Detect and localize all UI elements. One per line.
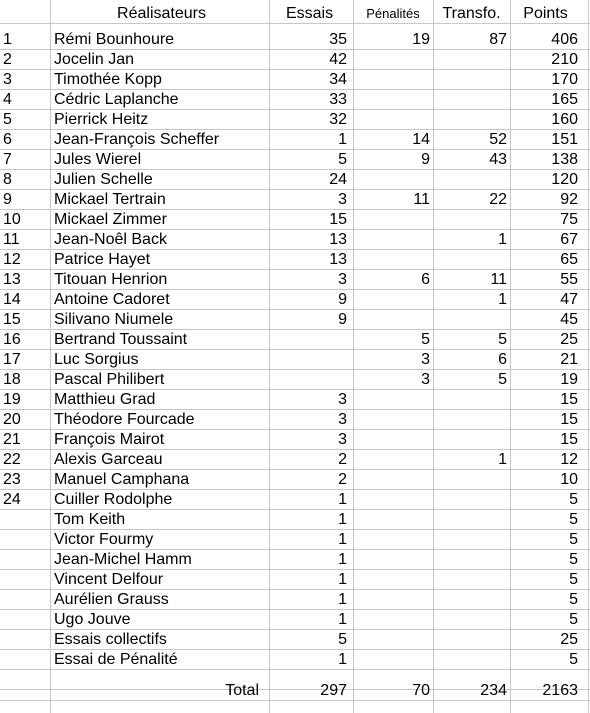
scorer-name: François Mairot	[54, 431, 165, 448]
header-points: Points	[523, 5, 568, 22]
conversions-cell	[433, 430, 510, 449]
conversions-cell: 52	[489, 131, 507, 148]
points-cell: 5	[569, 611, 578, 628]
conversions-cell	[433, 70, 510, 89]
table-row	[0, 530, 590, 550]
penalties-cell	[353, 50, 433, 69]
table-row	[0, 310, 590, 330]
table-row	[0, 550, 590, 570]
points-cell: 67	[560, 231, 578, 248]
tries-cell: 3	[338, 411, 347, 428]
scorer-name: Jocelin Jan	[54, 51, 135, 68]
rank-cell: 22	[3, 451, 21, 468]
penalties-cell: 19	[412, 31, 430, 48]
rank-cell	[3, 630, 47, 649]
penalties-cell: 6	[421, 271, 430, 288]
tries-cell: 13	[329, 251, 347, 268]
points-cell: 406	[551, 31, 578, 48]
scorer-name: Antoine Cadoret	[54, 291, 170, 308]
rank-cell	[3, 650, 47, 669]
rank-cell: 14	[3, 291, 21, 308]
penalties-cell	[353, 250, 433, 269]
table-row	[0, 290, 590, 310]
scorer-name: Jean-Noêl Back	[54, 231, 167, 248]
rank-cell: 5	[3, 111, 12, 128]
penalties-cell	[353, 210, 433, 229]
points-cell: 170	[551, 71, 578, 88]
rank-cell: 7	[3, 151, 12, 168]
scorer-name: Tom Keith	[54, 511, 126, 528]
table-row	[0, 570, 590, 590]
scorer-name: Cuiller Rodolphe	[54, 491, 173, 508]
penalties-cell	[353, 90, 433, 109]
conversions-cell: 6	[498, 351, 507, 368]
conversions-cell	[433, 110, 510, 129]
penalties-cell: 9	[421, 151, 430, 168]
points-cell: 12	[560, 451, 578, 468]
total-label: Total	[225, 682, 259, 699]
table-row	[0, 610, 590, 630]
penalties-cell	[353, 110, 433, 129]
table-row	[0, 210, 590, 230]
rank-cell: 12	[3, 251, 21, 268]
conversions-cell	[433, 210, 510, 229]
conversions-cell: 5	[498, 371, 507, 388]
scorer-name: Luc Sorgius	[54, 351, 139, 368]
penalties-cell	[353, 550, 433, 569]
table-row	[0, 190, 590, 210]
header-conversions: Transfo.	[442, 5, 501, 22]
rank-cell: 1	[3, 31, 12, 48]
rank-cell	[3, 510, 47, 529]
scorer-name: Bertrand Toussaint	[54, 331, 188, 348]
rank-cell: 10	[3, 211, 21, 228]
penalties-cell	[353, 170, 433, 189]
conversions-cell	[433, 530, 510, 549]
conversions-cell	[433, 590, 510, 609]
scorer-name: Rémi Bounhoure	[54, 31, 175, 48]
points-cell: 47	[560, 291, 578, 308]
tries-cell: 13	[329, 231, 347, 248]
tries-cell: 24	[329, 171, 347, 188]
penalties-cell	[353, 410, 433, 429]
conversions-cell: 5	[498, 331, 507, 348]
points-cell: 25	[560, 631, 578, 648]
penalties-cell	[353, 70, 433, 89]
rank-cell: 18	[3, 371, 21, 388]
rank-cell: 3	[3, 71, 12, 88]
points-cell: 151	[551, 131, 578, 148]
table-row	[0, 450, 590, 470]
scorer-name: Vincent Delfour	[54, 571, 164, 588]
scorer-name: Alexis Garceau	[54, 451, 163, 468]
points-cell: 5	[569, 551, 578, 568]
scorer-name: Cédric Laplanche	[54, 91, 179, 108]
table-row	[0, 170, 590, 190]
tries-cell: 15	[329, 211, 347, 228]
conversions-cell: 1	[498, 231, 507, 248]
points-cell: 5	[569, 511, 578, 528]
points-cell: 65	[560, 251, 578, 268]
tries-cell: 1	[338, 551, 347, 568]
rank-cell: 17	[3, 351, 21, 368]
scorer-name: Jules Wierel	[54, 151, 142, 168]
points-cell: 5	[569, 531, 578, 548]
rank-cell	[3, 570, 47, 589]
points-cell: 5	[569, 651, 578, 668]
conversions-cell	[433, 610, 510, 629]
penalties-cell	[353, 570, 433, 589]
points-cell: 15	[560, 431, 578, 448]
rank-cell: 13	[3, 271, 21, 288]
table-row	[0, 330, 590, 350]
conversions-cell	[433, 510, 510, 529]
rank-cell: 6	[3, 131, 12, 148]
points-cell: 5	[569, 491, 578, 508]
conversions-cell	[433, 170, 510, 189]
table-row	[0, 110, 590, 130]
penalties-cell	[353, 430, 433, 449]
scorer-name: Mickael Tertrain	[54, 191, 166, 208]
table-row	[0, 50, 590, 70]
penalties-cell	[353, 530, 433, 549]
scorer-name: Matthieu Grad	[54, 391, 156, 408]
table-row	[0, 230, 590, 250]
table-row	[0, 590, 590, 610]
scorer-name: Titouan Henrion	[54, 271, 168, 288]
scorer-name: Mickael Zimmer	[54, 211, 167, 228]
table-row	[0, 350, 590, 370]
scorer-name: Aurélien Grauss	[54, 591, 169, 608]
penalties-cell	[353, 470, 433, 489]
conversions-cell	[433, 490, 510, 509]
penalties-cell	[353, 450, 433, 469]
tries-cell: 1	[338, 511, 347, 528]
scorer-name: Jean-François Scheffer	[54, 131, 220, 148]
tries-cell: 35	[329, 31, 347, 48]
scorer-name: Silivano Niumele	[54, 311, 174, 328]
points-cell: 160	[551, 111, 578, 128]
rank-cell: 19	[3, 391, 21, 408]
total-row	[0, 681, 590, 701]
tries-cell	[269, 330, 350, 349]
points-cell: 5	[569, 571, 578, 588]
rank-cell: 21	[3, 431, 21, 448]
table-row	[0, 250, 590, 270]
points-cell: 120	[551, 171, 578, 188]
scorer-name: Jean-Michel Hamm	[54, 551, 192, 568]
rank-cell: 15	[3, 311, 21, 328]
conversions-cell	[433, 550, 510, 569]
penalties-cell	[353, 590, 433, 609]
conversions-cell	[433, 410, 510, 429]
scorer-name: Pierrick Heitz	[54, 111, 149, 128]
rank-cell	[3, 550, 47, 569]
rank-cell	[3, 590, 47, 609]
tries-cell: 2	[338, 451, 347, 468]
conversions-cell: 87	[489, 31, 507, 48]
scorer-name: Essai de Pénalité	[54, 651, 178, 668]
table-row	[0, 490, 590, 510]
tries-cell: 2	[338, 471, 347, 488]
tries-cell: 1	[338, 611, 347, 628]
penalties-cell	[353, 310, 433, 329]
rank-cell: 24	[3, 491, 21, 508]
tries-cell: 1	[338, 651, 347, 668]
points-cell: 75	[560, 211, 578, 228]
points-cell: 5	[569, 591, 578, 608]
tries-cell: 9	[338, 291, 347, 308]
header-scorers: Réalisateurs	[117, 5, 206, 22]
points-cell: 45	[560, 311, 578, 328]
points-cell: 55	[560, 271, 578, 288]
conversions-cell	[433, 310, 510, 329]
conversions-cell: 11	[490, 271, 507, 288]
conversions-cell	[433, 630, 510, 649]
conversions-cell	[433, 90, 510, 109]
total-points: 2163	[542, 682, 578, 699]
header-rank	[3, 4, 47, 23]
conversions-cell	[433, 390, 510, 409]
rank-cell: 4	[3, 91, 12, 108]
points-cell: 165	[551, 91, 578, 108]
penalties-cell	[353, 390, 433, 409]
penalties-cell: 14	[412, 131, 430, 148]
table-row	[0, 630, 590, 650]
penalties-cell	[353, 490, 433, 509]
tries-cell: 3	[338, 431, 347, 448]
scorer-name: Essais collectifs	[54, 631, 167, 648]
tries-cell: 1	[338, 131, 347, 148]
points-cell: 21	[560, 351, 578, 368]
points-cell: 210	[551, 51, 578, 68]
penalties-cell	[353, 610, 433, 629]
table-row	[0, 370, 590, 390]
penalties-cell: 11	[413, 191, 430, 208]
header-penalties: Pénalités	[366, 6, 420, 21]
penalties-cell	[353, 650, 433, 669]
points-cell: 25	[560, 331, 578, 348]
table-row	[0, 510, 590, 530]
table-row	[0, 30, 590, 50]
conversions-cell	[433, 650, 510, 669]
tries-cell	[269, 370, 350, 389]
table-row	[0, 650, 590, 670]
table-row	[0, 430, 590, 450]
tries-cell: 33	[329, 91, 347, 108]
total-tries: 297	[320, 682, 347, 699]
tries-cell: 3	[338, 391, 347, 408]
table-row	[0, 270, 590, 290]
rank-cell: 20	[3, 411, 21, 428]
tries-cell: 1	[338, 591, 347, 608]
points-cell: 10	[560, 471, 578, 488]
table-row	[0, 70, 590, 90]
rank-cell: 9	[3, 191, 12, 208]
conversions-cell: 22	[489, 191, 507, 208]
table-row	[0, 90, 590, 110]
penalties-cell	[353, 290, 433, 309]
tries-cell	[269, 350, 350, 369]
tries-cell: 1	[338, 491, 347, 508]
rank-cell: 11	[3, 231, 20, 248]
rank-cell: 23	[3, 471, 21, 488]
penalties-cell: 5	[421, 331, 430, 348]
conversions-cell: 43	[489, 151, 507, 168]
conversions-cell	[433, 250, 510, 269]
points-cell: 15	[560, 411, 578, 428]
tries-cell: 1	[338, 531, 347, 548]
penalties-cell	[353, 230, 433, 249]
points-cell: 19	[560, 371, 578, 388]
scorer-name: Patrice Hayet	[54, 251, 151, 268]
scorer-name: Timothée Kopp	[54, 71, 162, 88]
points-cell: 15	[560, 391, 578, 408]
rank-cell	[3, 610, 47, 629]
tries-cell: 1	[338, 571, 347, 588]
conversions-cell	[433, 50, 510, 69]
total-penalties: 70	[412, 682, 430, 699]
table-row	[0, 470, 590, 490]
scorer-name: Ugo Jouve	[54, 611, 131, 628]
points-cell: 138	[551, 151, 578, 168]
table-row	[0, 390, 590, 410]
conversions-cell: 1	[498, 291, 507, 308]
rank-cell: 2	[3, 51, 12, 68]
tries-cell: 5	[338, 631, 347, 648]
penalties-cell	[353, 510, 433, 529]
tries-cell: 32	[329, 111, 347, 128]
tries-cell: 3	[338, 271, 347, 288]
penalties-cell: 3	[421, 351, 430, 368]
rank-cell: 16	[3, 331, 21, 348]
table-row	[0, 150, 590, 170]
table-row	[0, 410, 590, 430]
scorer-name: Théodore Fourcade	[54, 411, 195, 428]
conversions-cell	[433, 470, 510, 489]
tries-cell: 9	[338, 311, 347, 328]
scorer-name: Victor Fourmy	[54, 531, 154, 548]
rank-cell	[3, 530, 47, 549]
rank-cell: 8	[3, 171, 12, 188]
tries-cell: 42	[329, 51, 347, 68]
scorer-name: Pascal Philibert	[54, 371, 165, 388]
header-tries: Essais	[285, 5, 334, 22]
penalties-cell	[353, 630, 433, 649]
header-row	[0, 4, 590, 24]
table-row	[0, 130, 590, 150]
penalties-cell: 3	[421, 371, 430, 388]
tries-cell: 34	[329, 71, 347, 88]
conversions-cell: 1	[498, 451, 507, 468]
scorer-name: Manuel Camphana	[54, 471, 190, 488]
total-conversions: 234	[480, 682, 507, 699]
points-cell: 92	[560, 191, 578, 208]
conversions-cell	[433, 570, 510, 589]
scorer-name: Julien Schelle	[54, 171, 153, 188]
tries-cell: 5	[338, 151, 347, 168]
tries-cell: 3	[338, 191, 347, 208]
